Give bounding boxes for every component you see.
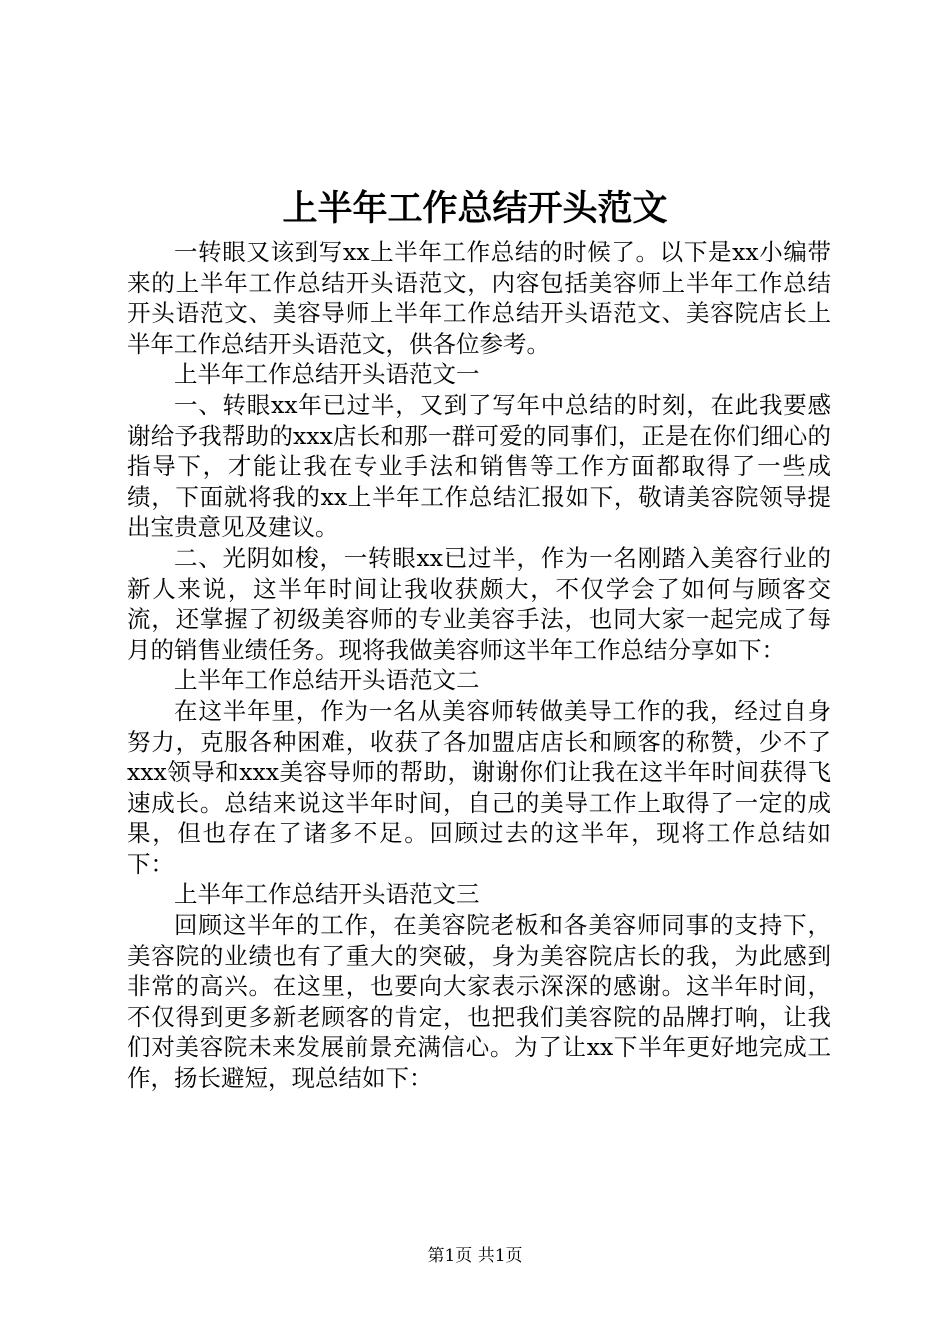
section-heading-2: 上半年工作总结开头语范文二 [174,666,480,695]
document-body [127,237,831,1094]
body-paragraph: 二、光阴如梭，一转眼xx已过半，作为一名刚踏入美容行业的新人来说，这半年时间让我收获颇大，不仅学会了如何与顾客交流，还掌握了初级美容师的专业美容手法，也同大家一起完成了每月的销售业绩任务。现将我做美容师这半年工作总结分享如下： [127,543,831,664]
page-title: 上半年工作总结开头范文 [282,188,668,229]
body-paragraph: 在这半年里，作为一名从美容师转做美导工作的我，经过自身努力，克服各种困难，收获了各加盟店店长和顾客的称赞，少不了xxx领导和xxx美容导师的帮助，谢谢你们让我在这半年时间获得飞速成长。总结来说这半年时间，自己的美导工作上取得了一定的成果，但也存在了诸多不足。回顾过去的这半年，现将工作总结如下： [127,696,831,878]
body-paragraph: 一、转眼xx年已过半，又到了写年中总结的时刻，在此我要感谢给予我帮助的xxx店长和那一群可爱的同事们，正是在你们细心的指导下，才能让我在专业手法和销售等工作方面都取得了一些成绩，下面就将我的xx上半年工作总结汇报如下，敬请美容院领导提出宝贵意见及建议。 [127,390,831,542]
page-number-footer: 第1页 共1页 [427,1246,523,1266]
intro-paragraph: 一转眼又该到写xx上半年工作总结的时候了。以下是xx小编带来的上半年工作总结开头语范文，内容包括美容师上半年工作总结开头语范文、美容导师上半年工作总结开头语范文、美容院店长上半年工作总结开头语范文，供各位参考。 [127,238,831,358]
section-heading-3: 上半年工作总结开头语范文三 [174,880,480,909]
section-heading-1: 上半年工作总结开头语范文一 [174,360,480,389]
body-paragraph: 回顾这半年的工作，在美容院老板和各美容师同事的支持下，美容院的业绩也有了重大的突破，身为美容院店长的我，为此感到非常的高兴。在这里，也要向大家表示深深的感谢。这半年时间，不仅得到更多新老顾客的肯定，也把我们美容院的品牌打响，让我们对美容院未来发展前景充满信心。为了让xx下半年更好地完成工作，扬长避短，现总结如下： [127,911,831,1093]
